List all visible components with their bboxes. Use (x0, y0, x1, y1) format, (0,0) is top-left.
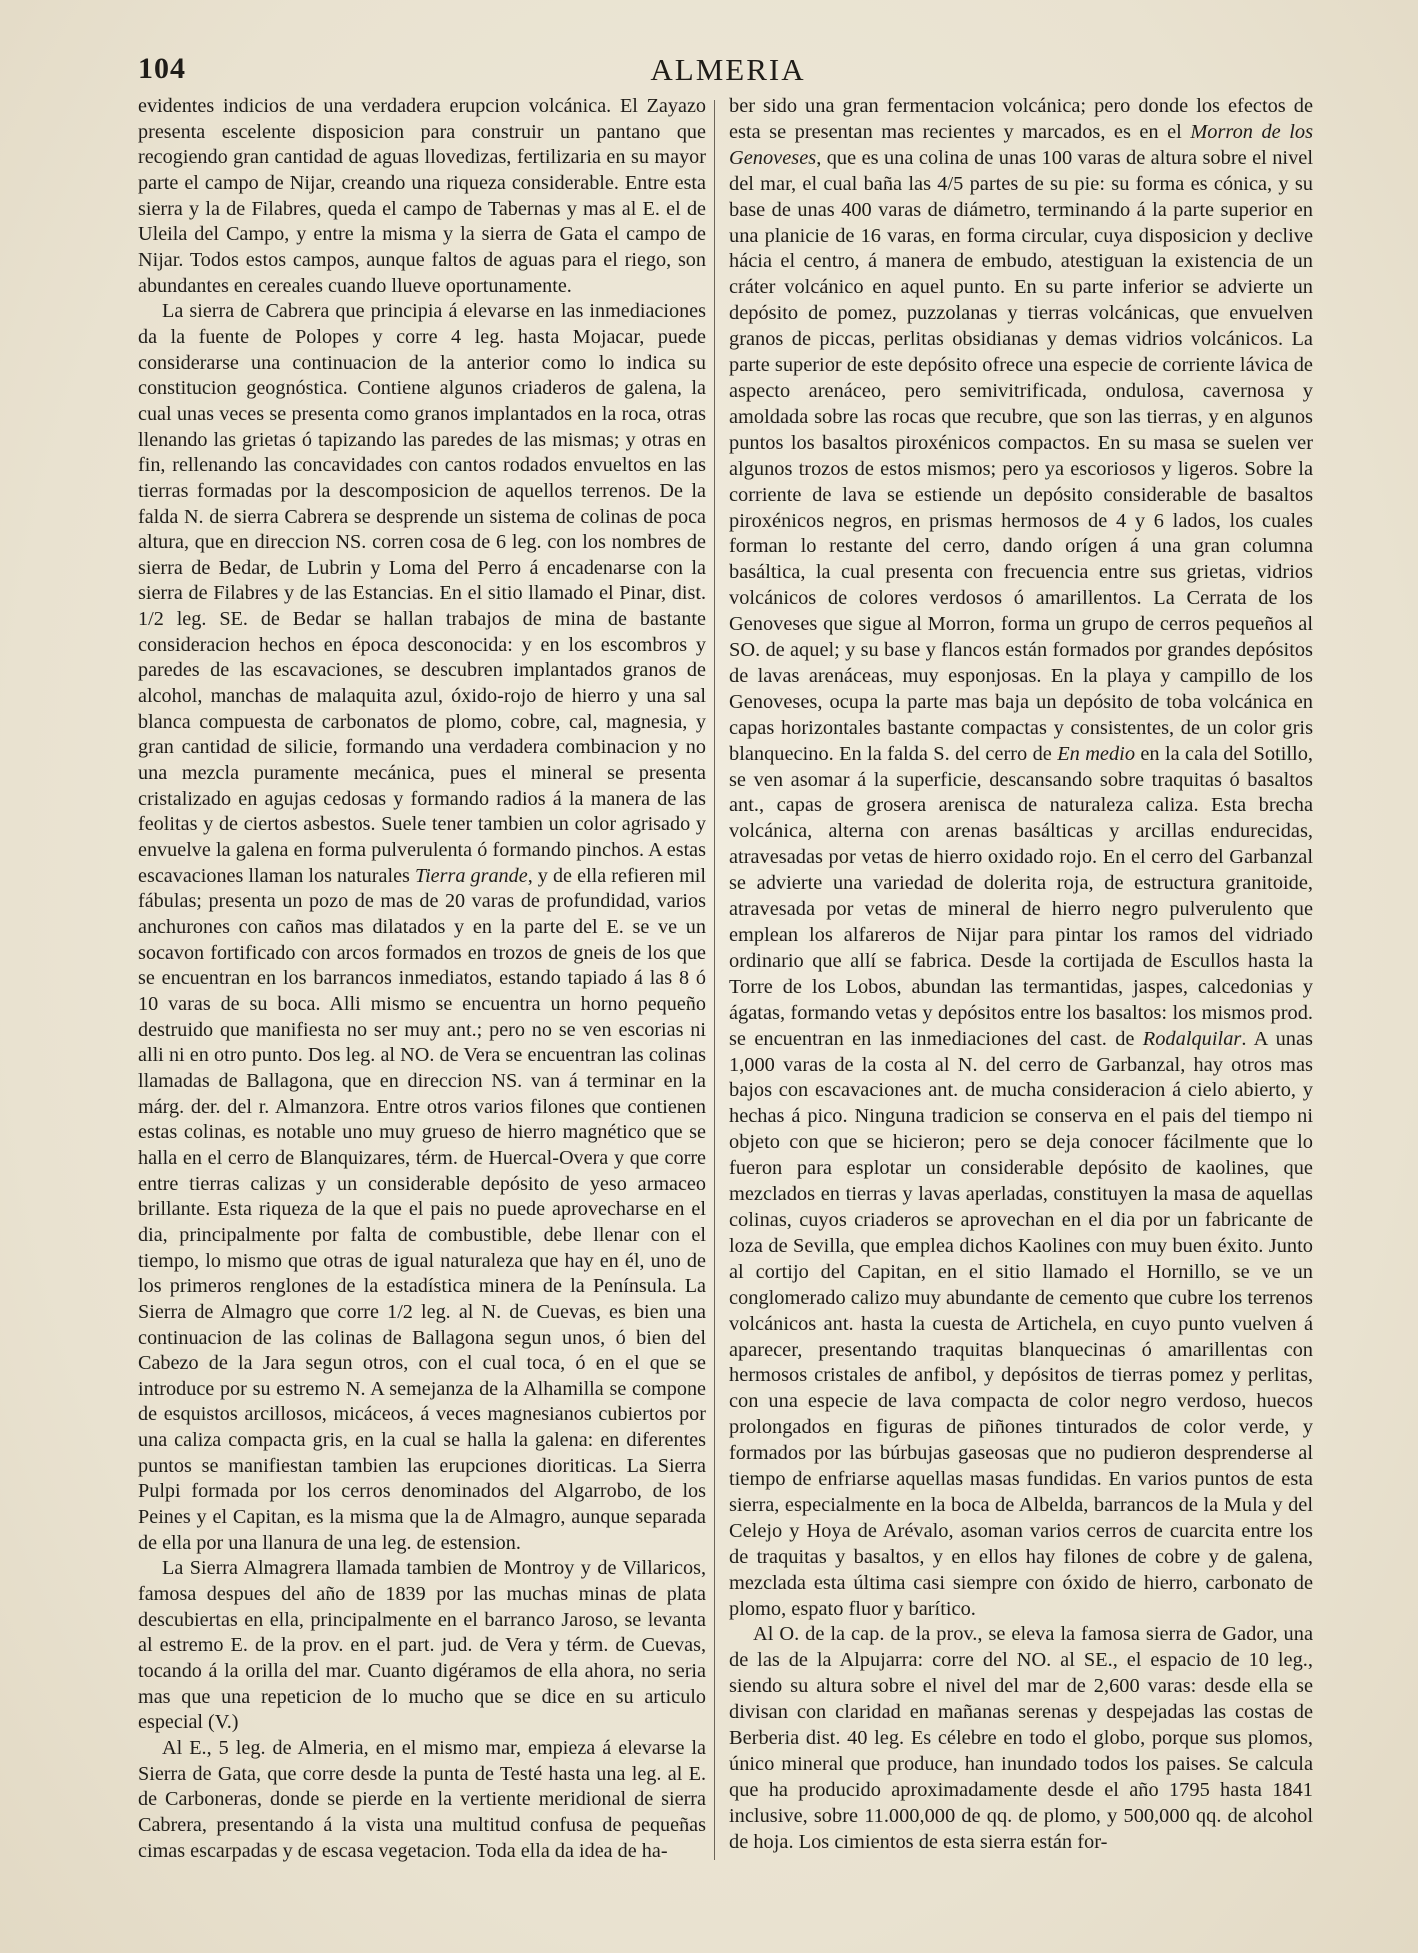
paragraph (138, 94, 706, 299)
paragraph (138, 299, 706, 1556)
paragraph (138, 1556, 706, 1736)
paragraph-text: La Sierra Almagrera llamada tambien de Montroy y de Villaricos, famosa despues del año de 1839 por las muchas minas de plata descubiertas en ella, principalmente en el barranco Jaroso, se levanta al estremo E. de la prov. en el part. jud. de Vera y térm. de Cuevas, tocando á la orilla del mar. Cuanto digéramos de ella ahora, no seria mas que una repeticion de lo mucho que se dice en su articulo especial (V.) (138, 1557, 706, 1734)
paragraph-text: La sierra de Cabrera que principia á elevarse en las inmediaciones da la fuente de Polopes y corre 4 leg. hasta Mojacar, puede considerarse una continuacion de la anterior como lo indica su constitucion geognóstica. Contiene algunos criaderos de galena, la cual unas veces se presenta como granos implantados en la roca, otras llenando las grietas ó tapizando las paredes de las mismas; y otras en fin, rellenando las concavidades con cantos rodados envueltos en las tierras formadas por la descomposicion de aquellos terrenos. De la falda N. de sierra Cabrera se desprende un sistema de colinas de poca altura, que en direccion NS. corren cosa de 6 leg. con los nombres de sierra de Bedar, de Lubrin y Loma del Perro á encadenarse con la sierra de Filabres y de las Estancias. En el sitio llamado el Pinar, dist. 1/2 leg. SE. de Bedar se hallan trabajos de mina de bastante consideracion hechos en época desconocida: y en los escombros y paredes de las escavaciones, se descubren implantados granos de alcohol, manchas de malaquita azul, óxido-rojo de hierro y una sal blanca compuesta de carbonatos de plomo, cobre, cal, magnesia, y gran cantidad de silicie, formando una verdadera combinacion y no una mezcla puramente mecánica, pues el mineral se presenta cristalizado en agujas cedosas y formando radios á la manera de las feolitas y de ciertos asbestos. Suele tener tambien un color agrisado y envuelve la galena en forma pulverulenta ó formando pinchos. A estas escavaciones llaman los naturales (138, 300, 706, 887)
paragraph-text: . A unas 1,000 varas de la costa al N. del cerro de Garbanzal, hay otros mas bajos con escavaciones ant. de mucha consideracion á cielo abierto, y hechas á pico. Ninguna tradicion se conserva en el pais del tiempo ni objeto con que se hicieron; pero se deja conocer fácilmente que lo fueron para esplotar un considerable depósito de kaolines, que mezclados en tierras y lavas aperladas, constituyen la masa de aquellas colinas, cuyos criaderos se aprovechan en el dia por un fabricante de loza de Sevilla, que emplea dichos Kaolines con muy buen éxito. Junto al cortijo del Capitan, en el sitio llamado el Hornillo, se ve un conglomerado calizo muy abundante de cemento que cubre los terrenos volcánicos ant. hasta la cuesta de Artichela, en cuyo punto vuelven á aparecer, presentando traquitas blanquecinas ó amarillentas con hermosos cristales de anfibol, y depósitos de tierras pomez y perlitas, con una especie de lava compacta de color negro verdoso, huecos prolongados en figuras de piñones tinturados de color verde, y formados por las búrbujas gaseosas que no pudieron desprenderse al tiempo de enfriarse aquellas masas fundidas. En varios puntos de esta sierra, especialmente en la boca de Albelda, barrancos de la Mula y del Celejo y Hoya de Arévalo, asoman varios cerros de cuarcita entre los de traquitas y basaltos, y en ellos hay filones de cobre y de galena, mezclada esta última casi siempre con óxido de hierro, carbonato de plomo, espato fluor y barítico. (729, 1027, 1313, 1620)
paragraph-text: en la cala del Sotillo, se ven asomar á la superficie, descansando sobre traquitas ó basaltos ant., capas de grosera arenisca de naturaleza caliza. Esta brecha volcánica, alterna con arenas basálticas y arcillas endurecidas, atravesadas por vetas de hierro oxidado rojo. En el cerro del Garbanzal se advierte una variedad de dolerita roja, de estructura granitoide, atravesada por vetas de mineral de hierro negro pulverulento que emplean los alfareros de Nijar para pintar los ramos del vidriado ordinario que allí se fabrica. Desde la cortijada de Escullos hasta la Torre de los Lobos, abundan las termantidas, jaspes, calcedonias y ágatas, formando vetas y depósitos entre los basaltos: los mismos prod. se encuentran en las inmediaciones del cast. de (729, 742, 1313, 1050)
italic-text: Morron de los Genoveses (729, 120, 1314, 169)
column-divider (714, 100, 715, 1860)
paragraph-text: ber sido una gran fermentacion volcánica; pero donde los efectos de esta se presentan mas recientes y marcados, es en el (729, 95, 1313, 143)
paragraph-text: Al E., 5 leg. de Almeria, en el mismo mar, empieza á elevarse la Sierra de Gata, que corre desde la punta de Testé hasta una leg. al E. de Carboneras, donde se pierde en la vertiente meridional de sierra Cabrera, presentando á la vista una multitud confusa de pequeñas cimas escarpadas y de escasa vegetacion. Toda ella da idea de ha- (138, 1737, 706, 1862)
italic-text: Tierra grande (414, 864, 528, 887)
running-head: ALMERIA (650, 52, 806, 87)
paragraph-text: evidentes indicios de una verdadera erupcion volcánica. El Zayazo presenta escelente disposicion para construir un pantano que recogiendo gran cantidad de aguas llovedizas, fertilizaria en su mayor parte el campo de Nijar, creando una riqueza considerable. Entre esta sierra y la de Filabres, queda el campo de Tabernas y mas al E. el de Uleila del Campo, y entre la misma y la sierra de Gata el campo de Nijar. Todos estos campos, aunque faltos de aguas para el riego, son abundantes en cereales cuando llueve oportunamente. (138, 95, 706, 297)
paragraph-text: , y de ella refieren mil fábulas; presenta un pozo de mas de 20 varas de profundidad, varios anchurones con caños mas dilatados y en la parte del E. se ve un socavon fortificado con arcos formados en trozos de gneis de los que se encuentran en los barrancos inmediatos, estando tapiado á las 8 ó 10 varas de su boca. Alli mismo se encuentra un horno pequeño destruido que manifiesta no ser muy ant.; pero no se ven escorias ni alli ni en otro punto. Dos leg. al NO. de Vera se encuentran las colinas llamadas de Ballagona, que en direccion NS. van á terminar en la márg. der. del r. Almanzora. Entre otros varios filones que contienen estas colinas, es notable uno muy grueso de hierro magnético que se halla en el cerro de Blanquizares, térm. de Huercal-Overa y que corre entre tierras calizas y un considerable depósito de yeso armaceo brillante. Esta riqueza de la que el pais no puede aprovecharse en el dia, principalmente por falta de combustible, debe llenar con el tiempo, lo mismo que otras de igual naturaleza que hay en él, uno de los primeros renglones de la estadística minera de la Península. La Sierra de Almagro que corre 1/2 leg. al N. de Cuevas, es bien una continuacion de las colinas de Ballagona segun unos, ó bien del Cabezo de la Jara segun otros, con el cual toca, ó en el que se introduce por su estremo N. A semejanza de la Alhamilla se compone de esquistos arcillosos, micáceos, á veces magnesianos cubiertos por una caliza compacta gris, en la cual se halla la galena: en diferentes puntos se manifiestan tambien las erupciones dioriticas. La Sierra Pulpi formada por los cerros denominados del Algarrobo, de los Peines y el Capitan, es la misma que la de Almagro, aunque separada de ella por una llanura de una leg. de estension. (138, 864, 706, 1554)
left-text-column (138, 94, 706, 1864)
paragraph (729, 94, 1313, 1622)
paragraph-text: , que es una colina de unas 100 varas de altura sobre el nivel del mar, el cual baña las 4/5 partes de su pie: su forma es cónica, y su base de unas 400 varas de diámetro, terminando á la parte superior en una planicie de 16 varas, en forma circular, cuya disposicion y declive hácia el centro, á manera de embudo, atestiguan la existencia de un cráter volcánico en aquel punto. En su parte inferior se advierte un depósito de pomez, puzzolanas y tierras volcánicas, que envuelven granos de piccas, perlitas obsidianas y demas vidrios volcánicos. La parte superior de este depósito ofrece una especie de corriente lávica de aspecto arenáceo, pero semivitrificada, ondulosa, cavernosa y amoldada sobre las rocas que recubre, que son las tierras, y en algunos puntos los basaltos piroxénicos compactos. En su masa se suelen ver algunos trozos de estos mismos; pero ya escoriosos y ligeros. Sobre la corriente de lava se estiende un depósito considerable de basaltos piroxénicos negros, en prismas hermosos de 4 y 6 lados, los cuales forman lo restante del cerro, dando orígen á una gran columna basáltica, la cual presenta con frecuencia entre sus grietas, vidrios volcánicos de colores verdosos ó amarillentos. La Cerrata de los Genoveses que sigue al Morron, forma un grupo de cerros pequeños al SO. de aquel; y su base y flancos están formados por grandes depósitos de lavas arenáceas, muy esponjosas. En la playa y campillo de los Genoveses, ocupa la parte mas baja un depósito de toba volcánica en capas horizontales bastante compactas y consistentes, de un color gris blanquecino. En la falda S. del cerro de (729, 146, 1313, 765)
paragraph (138, 1736, 706, 1864)
page-number: 104 (138, 52, 186, 85)
italic-text: Rodalquilar (1142, 1027, 1242, 1050)
paragraph (729, 1622, 1313, 1855)
italic-text: En medio (1057, 742, 1136, 765)
paragraph-text: Al O. de la cap. de la prov., se eleva la famosa sierra de Gador, una de las de la Alpujarra: corre del NO. al SE., el espacio de 10 leg., siendo su altura sobre el nivel del mar de 2,600 varas: desde ella se divisan con claridad en mañanas serenas y despejadas las costas de Berberia dist. 40 leg. Es célebre en todo el globo, porque sus plomos, único mineral que produce, han inundado todos los paises. Se calcula que ha producido aproximadamente desde el año 1795 hasta 1841 inclusive, sobre 11.000,000 de qq. de plomo, y 500,000 qq. de alcohol de hoja. Los cimientos de esta sierra están for- (729, 1623, 1313, 1853)
page-header (138, 52, 1318, 92)
right-text-column (729, 94, 1313, 1856)
